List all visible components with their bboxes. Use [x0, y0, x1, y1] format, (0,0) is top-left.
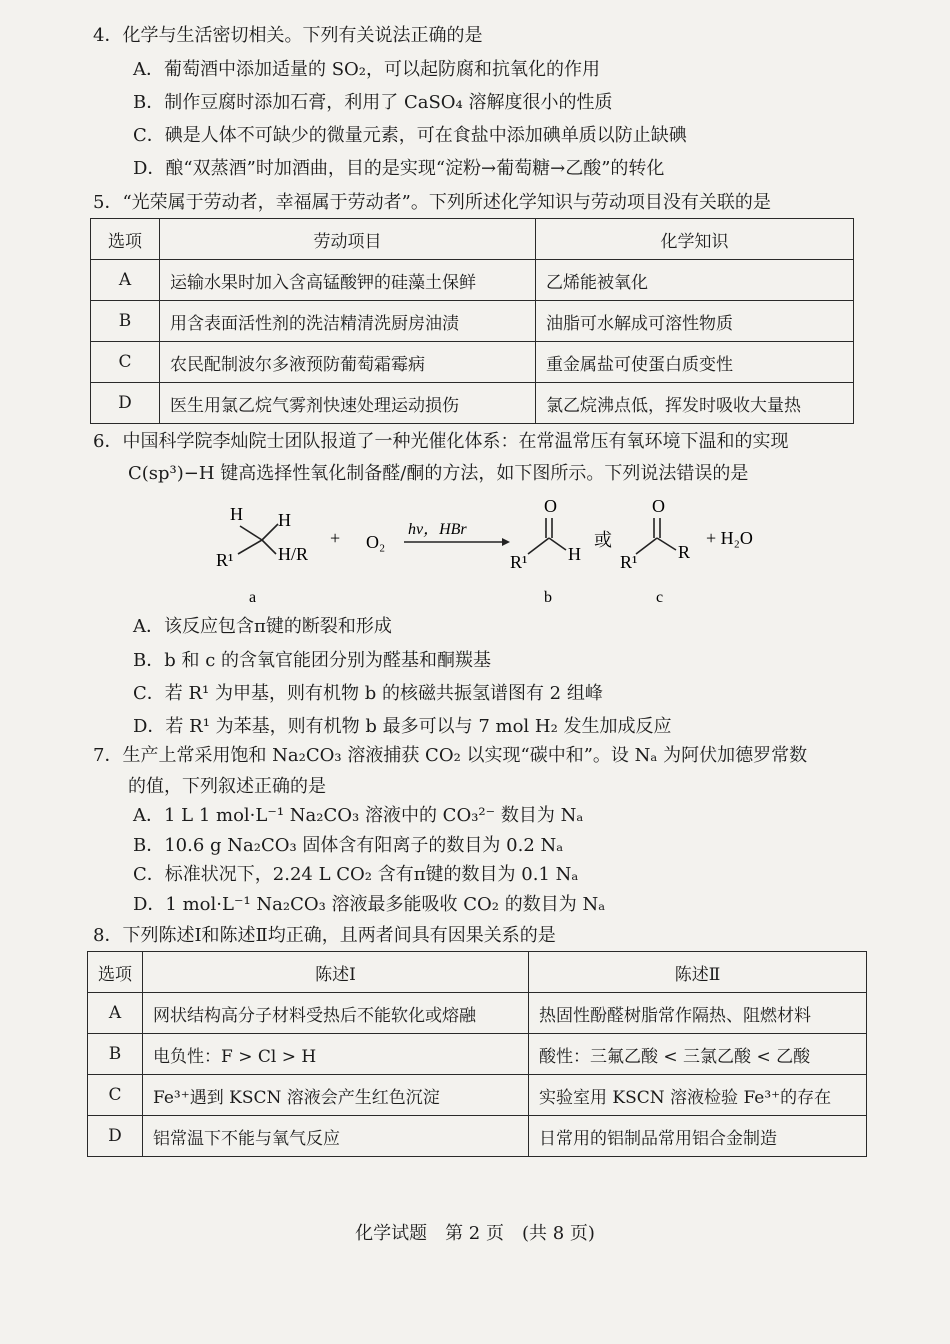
scheme-plus: + — [330, 528, 341, 548]
table-cell: A — [91, 260, 160, 301]
q4-option-a: A．葡萄酒中添加适量的 SO₂，可以起防腐和抗氧化的作用 — [133, 59, 601, 80]
q7-option-c: C．标准状况下，2.24 L CO₂ 含有π键的数目为 0.1 Nₐ — [133, 864, 579, 885]
q6-option-a: A．该反应包含π键的断裂和形成 — [133, 616, 392, 637]
table-header-cell: 选项 — [91, 219, 160, 260]
q8-stem: 8．下列陈述Ⅰ和陈述Ⅱ均正确，且两者间具有因果关系的是 — [93, 925, 556, 946]
bond — [657, 538, 676, 550]
reaction-scheme — [170, 492, 790, 610]
table-header-row — [91, 219, 854, 260]
table-row — [91, 342, 854, 383]
table-cell: 网状结构高分子材料受热后不能软化或熔融 — [143, 993, 529, 1034]
scheme-o2: O₂ — [366, 532, 386, 552]
q7-option-b: B．10.6 g Na₂CO₃ 固体含有阳离子的数目为 0.2 Nₐ — [133, 835, 564, 856]
table-row — [88, 993, 867, 1034]
bond — [528, 538, 549, 554]
scheme-h-or-r: H/R — [278, 544, 309, 564]
q4-option-b: B．制作豆腐时添加石膏，利用了 CaSO₄ 溶解度很小的性质 — [133, 92, 613, 113]
table-cell: 酸性：三氟乙酸 < 三氯乙酸 < 乙酸 — [529, 1034, 867, 1075]
table-cell: Fe³⁺遇到 KSCN 溶液会产生红色沉淀 — [143, 1075, 529, 1116]
label-c: c — [656, 589, 664, 606]
bond — [549, 538, 566, 550]
q4-option-d: D．酿“双蒸酒”时加酒曲，目的是实现“淀粉→葡萄糖→乙酸”的转化 — [133, 158, 665, 179]
scheme-o-b: O — [544, 496, 557, 516]
table-row — [88, 1116, 867, 1157]
scheme-o-c: O — [652, 496, 665, 516]
scheme-h-right: H — [278, 510, 291, 530]
bond — [238, 540, 262, 554]
q5-stem: 5．“光荣属于劳动者，幸福属于劳动者”。下列所述化学知识与劳动项目没有关联的是 — [93, 192, 771, 213]
table-header-cell: 陈述Ⅱ — [529, 952, 867, 993]
table-cell: 用含表面活性剂的洗洁精清洗厨房油渍 — [160, 301, 536, 342]
table-cell: 运输水果时加入含高锰酸钾的硅藻土保鲜 — [160, 260, 536, 301]
scheme-h-top: H — [230, 504, 243, 524]
q5-table — [90, 218, 854, 424]
table-cell: 热固性酚醛树脂常作隔热、阻燃材料 — [529, 993, 867, 1034]
table-cell: 日常用的铝制品常用铝合金制造 — [529, 1116, 867, 1157]
q6-stem-line2: C(sp³)−H 键高选择性氧化制备醛/酮的方法，如下图所示。下列说法错误的是 — [128, 463, 749, 484]
q7-stem-line2: 的值，下列叙述正确的是 — [128, 776, 326, 797]
table-cell: 医生用氯乙烷气雾剂快速处理运动损伤 — [160, 383, 536, 424]
scheme-r1-c: R¹ — [620, 552, 638, 572]
table-cell: 电负性：F > Cl > H — [143, 1034, 529, 1075]
q4-stem: 4．化学与生活密切相关。下列有关说法正确的是 — [93, 25, 483, 46]
table-cell: B — [88, 1034, 143, 1075]
table-cell: 重金属盐可使蛋白质变性 — [536, 342, 854, 383]
q6-option-d: D．若 R¹ 为苯基，则有机物 b 最多可以与 7 mol H₂ 发生加成反应 — [133, 716, 672, 737]
q7-stem-line1: 7．生产上常采用饱和 Na₂CO₃ 溶液捕获 CO₂ 以实现“碳中和”。设 Nₐ 为阿伏加德罗常数 — [93, 745, 808, 766]
table-cell: 铝常温下不能与氧气反应 — [143, 1116, 529, 1157]
table-row — [91, 383, 854, 424]
q6-stem-line1: 6．中国科学院李灿院士团队报道了一种光催化体系：在常温常压有氧环境下温和的实现 — [93, 431, 789, 452]
table-cell: D — [88, 1116, 143, 1157]
page-footer: 化学试题 第 2 页 (共 8 页) — [355, 1223, 595, 1244]
table-cell: 乙烯能被氧化 — [536, 260, 854, 301]
scheme-plus-h2o: + H₂O — [706, 528, 753, 548]
scheme-r1-a: R¹ — [216, 550, 234, 570]
q7-option-d: D．1 mol·L⁻¹ Na₂CO₃ 溶液最多能吸收 CO₂ 的数目为 Nₐ — [133, 894, 606, 915]
q7-option-a: A．1 L 1 mol·L⁻¹ Na₂CO₃ 溶液中的 CO₃²⁻ 数目为 Nₐ — [133, 805, 584, 826]
table-cell: B — [91, 301, 160, 342]
table-row — [91, 260, 854, 301]
table-cell: 油脂可水解成可溶性物质 — [536, 301, 854, 342]
table-cell: 氯乙烷沸点低，挥发时吸收大量热 — [536, 383, 854, 424]
table-cell: C — [88, 1075, 143, 1116]
q6-option-b: B．b 和 c 的含氧官能团分别为醛基和酮羰基 — [133, 650, 491, 671]
label-b: b — [544, 589, 552, 606]
scheme-or: 或 — [594, 530, 612, 550]
table-row — [88, 1034, 867, 1075]
table-row — [91, 301, 854, 342]
table-cell: A — [88, 993, 143, 1034]
scheme-r-c: R — [678, 542, 691, 562]
table-row — [88, 1075, 867, 1116]
arrow-head — [502, 538, 510, 546]
table-header-cell: 劳动项目 — [160, 219, 536, 260]
bond — [262, 524, 278, 540]
scheme-r1-b: R¹ — [510, 552, 528, 572]
table-cell: C — [91, 342, 160, 383]
table-header-row — [88, 952, 867, 993]
q4-option-c: C．碘是人体不可缺少的微量元素，可在食盐中添加碘单质以防止缺碘 — [133, 125, 687, 146]
q8-table — [87, 951, 867, 1157]
table-cell: 农民配制波尔多液预防葡萄霜霉病 — [160, 342, 536, 383]
bond — [240, 526, 262, 540]
scheme-conditions: hν，HBr — [408, 521, 467, 538]
table-header-cell: 陈述Ⅰ — [143, 952, 529, 993]
scheme-h-b: H — [568, 544, 581, 564]
q6-option-c: C．若 R¹ 为甲基，则有机物 b 的核磁共振氢谱图有 2 组峰 — [133, 683, 603, 704]
bond — [262, 540, 276, 554]
bond — [636, 538, 657, 554]
label-a: a — [249, 589, 257, 606]
table-header-cell: 选项 — [88, 952, 143, 993]
table-header-cell: 化学知识 — [536, 219, 854, 260]
table-cell: D — [91, 383, 160, 424]
table-cell: 实验室用 KSCN 溶液检验 Fe³⁺的存在 — [529, 1075, 867, 1116]
